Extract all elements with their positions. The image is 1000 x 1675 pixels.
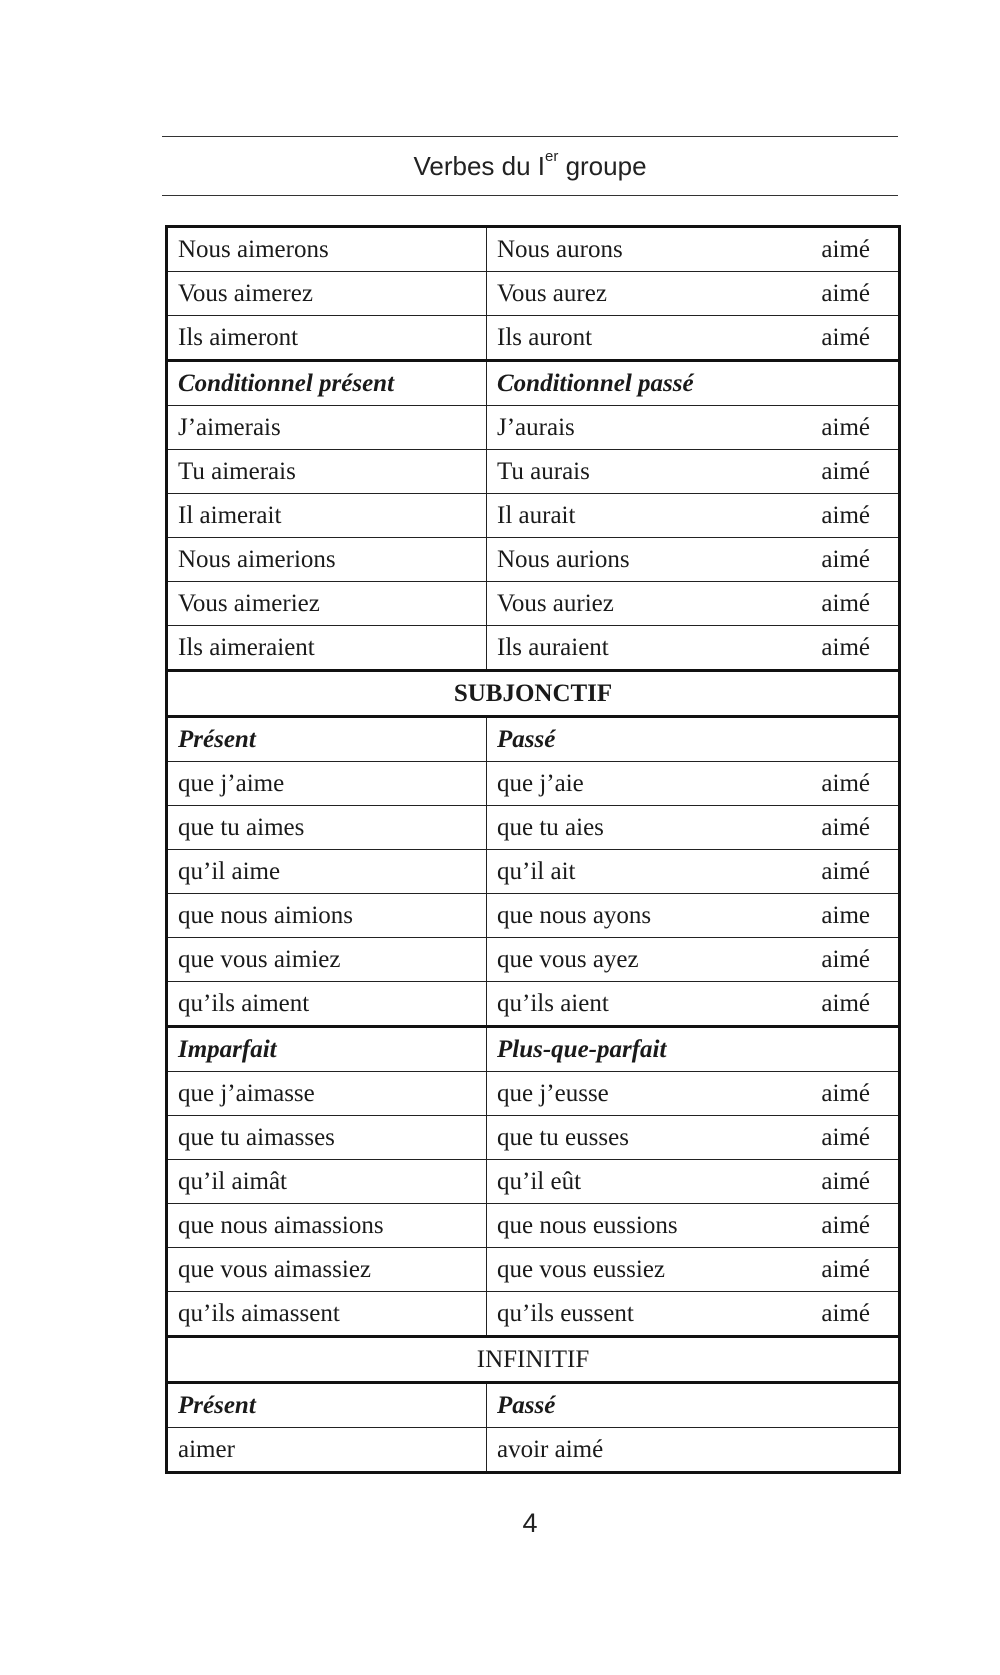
participle: aimé [720, 272, 900, 316]
participle: aimé [720, 582, 900, 626]
simple-form: que nous aimassions [167, 1204, 487, 1248]
simple-form: Nous aimerons [167, 227, 487, 272]
auxiliary-form: que vous ayez [487, 938, 720, 982]
participle: aimé [720, 850, 900, 894]
conditionnel-header-row [167, 361, 900, 406]
table-row [167, 582, 900, 626]
auxiliary-form: Vous aurez [487, 272, 720, 316]
participle: aimé [720, 1292, 900, 1337]
subjonctif-present-heading: Présent [167, 717, 487, 762]
participle: aimé [720, 938, 900, 982]
header-bottom-rule [162, 195, 898, 196]
auxiliary-form: que j’aie [487, 762, 720, 806]
infinitif-section [167, 1337, 900, 1473]
table-row [167, 316, 900, 361]
page-header [162, 146, 898, 186]
table-row [167, 1292, 900, 1337]
infinitif-present-heading: Présent [167, 1383, 487, 1428]
simple-form: Il aimerait [167, 494, 487, 538]
auxiliary-form: Tu aurais [487, 450, 720, 494]
auxiliary-form: que tu eusses [487, 1116, 720, 1160]
table-row [167, 227, 900, 272]
participle: aime [720, 894, 900, 938]
participle: aimé [720, 1160, 900, 1204]
participle: aimé [720, 1248, 900, 1292]
simple-form: Vous aimerez [167, 272, 487, 316]
simple-form: qu’ils aiment [167, 982, 487, 1027]
table-row [167, 1248, 900, 1292]
infinitif-header-row [167, 1383, 900, 1428]
header-title-suffix: groupe [558, 151, 647, 181]
participle: aimé [720, 806, 900, 850]
infinitif-title-row [167, 1337, 900, 1383]
auxiliary-form: Ils auront [487, 316, 720, 361]
table-row [167, 1428, 900, 1473]
participle: aimé [720, 626, 900, 671]
header-title-prefix: Verbes du I [413, 151, 545, 181]
participle: aimé [720, 227, 900, 272]
subjonctif-imparfait-header-row [167, 1027, 900, 1072]
table-row [167, 626, 900, 671]
infinitif-passe-value: avoir aimé [487, 1428, 900, 1473]
table-row [167, 538, 900, 582]
futur-rows [167, 227, 900, 361]
infinitif-present-value: aimer [167, 1428, 487, 1473]
auxiliary-form: que nous ayons [487, 894, 720, 938]
infinitif-passe-heading: Passé [487, 1383, 900, 1428]
auxiliary-form: qu’ils eussent [487, 1292, 720, 1337]
subjonctif-present-header-row [167, 717, 900, 762]
auxiliary-form: que j’eusse [487, 1072, 720, 1116]
participle: aimé [720, 762, 900, 806]
conditionnel-section [167, 361, 900, 671]
infinitif-title: INFINITIF [167, 1337, 900, 1383]
auxiliary-form: Il aurait [487, 494, 720, 538]
simple-form: que j’aimasse [167, 1072, 487, 1116]
table-row [167, 1072, 900, 1116]
auxiliary-form: qu’il ait [487, 850, 720, 894]
participle: aimé [720, 1204, 900, 1248]
auxiliary-form: qu’ils aient [487, 982, 720, 1027]
participle: aimé [720, 1116, 900, 1160]
participle: aimé [720, 316, 900, 361]
table-row [167, 1160, 900, 1204]
simple-form: Vous aimeriez [167, 582, 487, 626]
auxiliary-form: que nous eussions [487, 1204, 720, 1248]
subjonctif-passe-heading: Passé [487, 717, 900, 762]
participle: aimé [720, 406, 900, 450]
table-row [167, 850, 900, 894]
auxiliary-form: J’aurais [487, 406, 720, 450]
table-row [167, 762, 900, 806]
simple-form: qu’ils aimassent [167, 1292, 487, 1337]
simple-form: que vous aimassiez [167, 1248, 487, 1292]
simple-form: que vous aimiez [167, 938, 487, 982]
simple-form: que tu aimasses [167, 1116, 487, 1160]
page-number: 4 [522, 1508, 538, 1538]
simple-form: que nous aimions [167, 894, 487, 938]
table-row [167, 1204, 900, 1248]
auxiliary-form: Ils auraient [487, 626, 720, 671]
table-row [167, 450, 900, 494]
simple-form: Ils aimeraient [167, 626, 487, 671]
auxiliary-form: qu’il eût [487, 1160, 720, 1204]
simple-form: Ils aimeront [167, 316, 487, 361]
simple-form: qu’il aimât [167, 1160, 487, 1204]
simple-form: Tu aimerais [167, 450, 487, 494]
auxiliary-form: Vous auriez [487, 582, 720, 626]
conditionnel-present-heading: Conditionnel présent [167, 361, 487, 406]
simple-form: que j’aime [167, 762, 487, 806]
auxiliary-form: que vous eussiez [487, 1248, 720, 1292]
auxiliary-form: que tu aies [487, 806, 720, 850]
participle: aimé [720, 982, 900, 1027]
subjonctif-pqp-heading: Plus-que-parfait [487, 1027, 900, 1072]
subjonctif-section [167, 671, 900, 1337]
table-row [167, 982, 900, 1027]
auxiliary-form: Nous aurons [487, 227, 720, 272]
subjonctif-title-row [167, 671, 900, 717]
participle: aimé [720, 1072, 900, 1116]
table-row [167, 272, 900, 316]
table-row [167, 894, 900, 938]
table-row [167, 494, 900, 538]
table-row [167, 406, 900, 450]
subjonctif-title: SUBJONCTIF [167, 671, 900, 717]
header-title-superscript: er [545, 148, 559, 166]
table-row [167, 1116, 900, 1160]
simple-form: Nous aimerions [167, 538, 487, 582]
participle: aimé [720, 450, 900, 494]
subjonctif-imparfait-heading: Imparfait [167, 1027, 487, 1072]
participle: aimé [720, 538, 900, 582]
auxiliary-form: Nous aurions [487, 538, 720, 582]
simple-form: que tu aimes [167, 806, 487, 850]
participle: aimé [720, 494, 900, 538]
simple-form: J’aimerais [167, 406, 487, 450]
table-row [167, 938, 900, 982]
header-top-rule [162, 136, 898, 137]
conjugation-table [165, 225, 901, 1474]
table-row [167, 806, 900, 850]
simple-form: qu’il aime [167, 850, 487, 894]
conditionnel-passe-heading: Conditionnel passé [487, 361, 900, 406]
